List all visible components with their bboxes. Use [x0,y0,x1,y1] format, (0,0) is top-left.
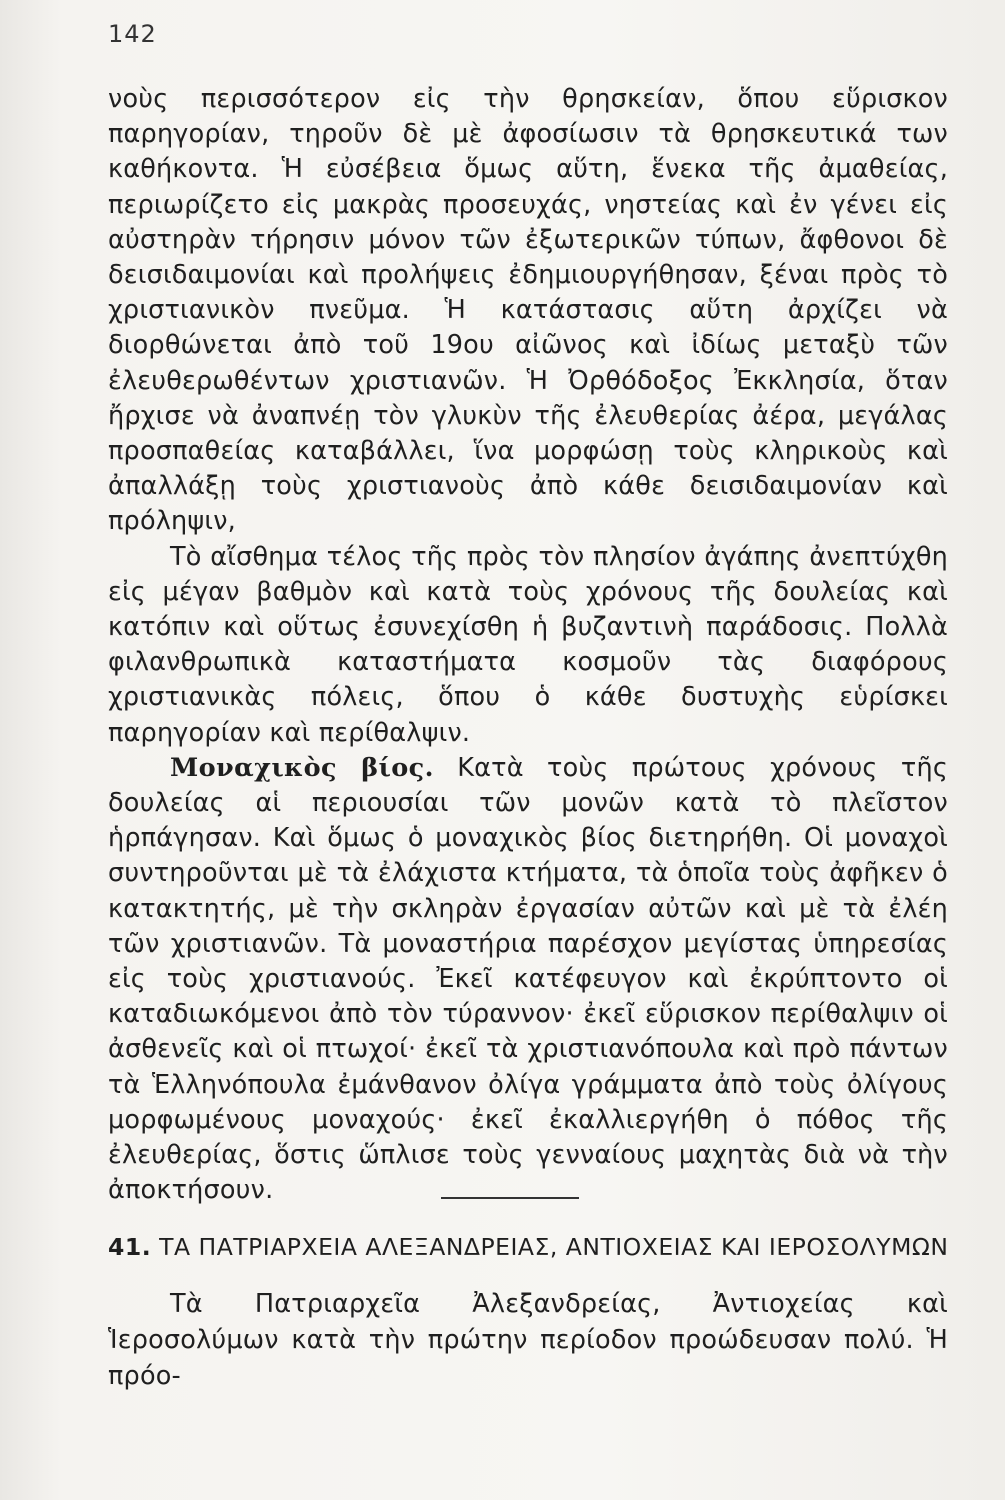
chapter-intro [108,1286,948,1394]
paragraph-charity: Τὸ αἴσθημα τέλος τῆς πρὸς τὸν πλησίον ἀγάπης ἀνεπτύχθη εἰς μέγαν βαθμὸν καὶ κατὰ τοὺς χρόνους τῆς δουλείας καὶ κατόπιν καὶ οὕτως ἐσυνεχίσθη ἡ βυζαντινὴ παράδοσις. Πολλὰ φιλανθρωπικὰ καταστήματα κοσμοῦν τὰς διαφόρους χριστιανικὰς πόλεις, ὅπου ὁ κάθε δυστυχὴς εὑρίσκει παρηγορίαν καὶ περίθαλψιν. [108,541,948,748]
chapter-number: 41. [108,1233,152,1261]
chapter-intro-text: Τὰ Πατριαρχεῖα Ἀλεξανδρείας, Ἀντιοχείας καὶ Ἱεροσολύμων κατὰ τὴν πρώτην περίοδον προώδευσαν πολύ. Ἡ πρόο- [108,1289,948,1391]
section-divider [441,1197,579,1199]
chapter-heading [108,1232,948,1262]
paragraph-monastic-life [108,751,948,1209]
chapter-title: ΤΑ ΠΑΤΡΙΑΡΧΕΙΑ ΑΛΕΞΑΝΔΡΕΙΑΣ, ΑΝΤΙΟΧΕΙΑΣ ΚΑΙ ΙΕΡΟΣΟΛΥΜΩΝ [159,1233,949,1261]
main-text [108,82,948,1209]
monastic-life-heading: Μοναχικὸς βίος. [170,752,434,783]
monastic-life-text: Κατὰ τοὺς πρώτους χρόνους τῆς δουλείας αἱ περιουσίαι τῶν μονῶν κατὰ τὸ πλεῖστον ἡρπάγησαν. Καὶ ὅμως ὁ μοναχικὸς βίος διετηρήθη. Οἱ μοναχοὶ συντηροῦνται μὲ τὰ ἐλάχιστα κτήματα, τὰ ὁποῖα τοὺς ἀφῆκεν ὁ κατακτητής, μὲ τὴν σκληρὰν ἐργασίαν αὐτῶν καὶ μὲ τὰ ἐλέη τῶν χριστιανῶν. Τὰ μοναστήρια παρέσχον μεγίστας ὑπηρεσίας εἰς τοὺς χριστιανούς. Ἐκεῖ κατέφευγον καὶ ἐκρύπτοντο οἱ καταδιωκόμενοι ἀπὸ τὸν τύραννον· ἐκεῖ εὕρισκον περίθαλψιν οἱ ἀσθενεῖς καὶ οἱ πτωχοί· ἐκεῖ τὰ χριστιανόπουλα καὶ πρὸ πάντων τὰ Ἑλληνόπουλα ἐμάνθανον ὀλίγα γράμματα ἀπὸ τοὺς ὀλίγους μορφωμένους μοναχούς· ἐκεῖ ἐκαλλιεργήθη ὁ πόθος τῆς ἐλευθερίας, ὅστις ὥπλισε τοὺς γενναίους μαχητὰς διὰ νὰ τὴν ἀποκτήσουν. [108,752,948,1206]
page-number: 142 [108,20,157,48]
paragraph-religious-life: νοὺς περισσότερον εἰς τὴν θρησκείαν, ὅπου εὕρισκον παρηγορίαν, τηροῦν δὲ μὲ ἀφοσίωσιν τὰ θρησκευτικά των καθήκοντα. Ἡ εὐσέβεια ὅμως αὕτη, ἕνεκα τῆς ἀμαθείας, περιωρίζετο εἰς μακρὰς προσευχάς, νηστείας καὶ ἐν γένει εἰς αὐστηρὰν τήρησιν μόνον τῶν ἐξωτερικῶν τύπων, ἄφθονοι δὲ δεισιδαιμονίαι καὶ προλήψεις ἐδημιουργήθησαν, ξέναι πρὸς τὸ χριστιανικὸν πνεῦμα. Ἡ κατάστασις αὕτη ἀρχίζει νὰ διορθώνεται ἀπὸ τοῦ 19ου αἰῶνος καὶ ἰδίως μεταξὺ τῶν ἐλευθερωθέντων χριστιανῶν. Ἡ Ὀρθόδοξος Ἐκκλησία, ὅταν ἤρχισε νὰ ἀναπνέῃ τὸν γλυκὺν τῆς ἐλευθερίας ἀέρα, μεγάλας προσπαθείας καταβάλλει, ἵνα μορφώσῃ τοὺς κληρικοὺς καὶ ἀπαλλάξῃ τοὺς χριστιανοὺς ἀπὸ κάθε δεισιδαιμονίαν καὶ πρόληψιν, [108,84,948,537]
